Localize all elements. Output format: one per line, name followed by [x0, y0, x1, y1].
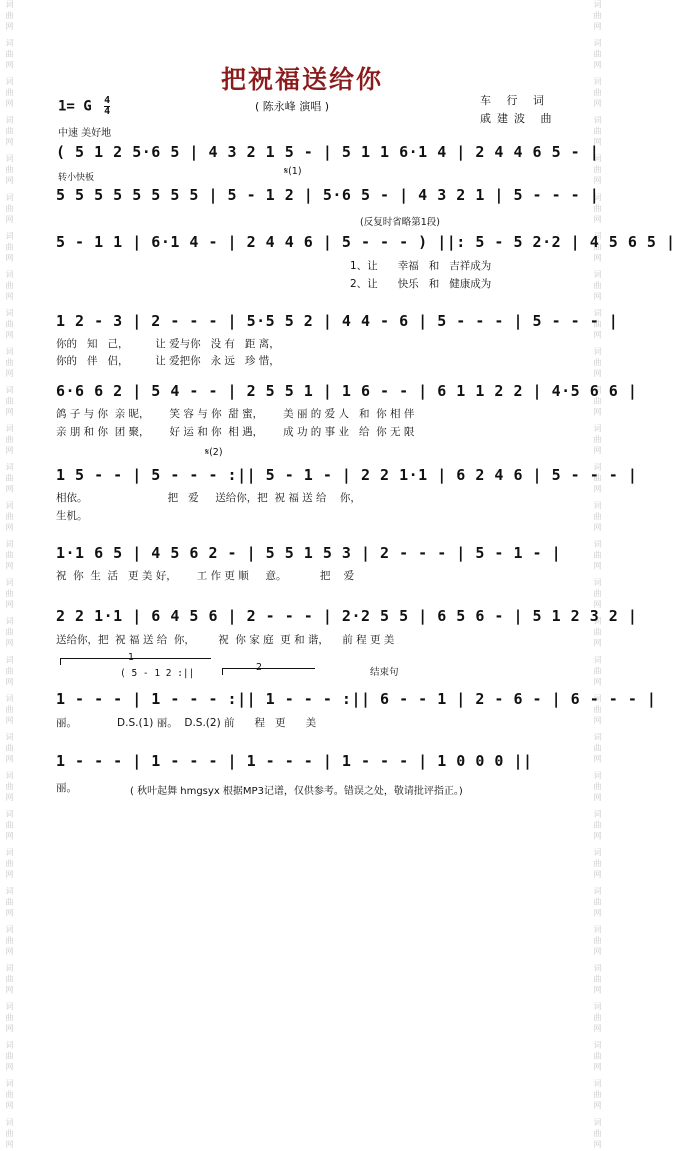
- music-row-2: 5 5 5 5 5 5 5 5 | 5 - 1 2 | 5·6 5 - | 4 3 2 1 | 5 - - - |: [56, 186, 600, 204]
- tempo-change-tag: 转小快板: [58, 173, 95, 183]
- ending-label: 结束句: [370, 667, 399, 678]
- lyric-row-5a: 鸽 子 与 你 亲 昵， 笑 容 与 你 甜 蜜， 美 丽 的 爱 人 和 你 相 伴: [56, 408, 415, 420]
- music-row-5: 6·6 6 2 | 5 4 - - | 2 5 5 1 | 1 6 - - | 6 1 1 2 2 | 4·5 6 6 |: [56, 382, 638, 400]
- music-row-7: 1·1 6 5 | 4 5 6 2 - | 5 5 1 5 3 | 2 - - - | 5 - 1 - |: [56, 544, 562, 562]
- watermark-right: 词曲网 词曲网 词曲网 词曲网 词曲网 词曲网 词曲网 词曲网 词曲网 词曲网 词曲网 词曲网 词曲网 词曲网 词曲网 词曲网 词曲网 词曲网 词曲网 词曲网 词曲网 词曲网 词曲网 词曲网 词曲网 词曲网 词曲网 词曲网 词曲网 词曲网: [593, 0, 602, 1151]
- volta-1-label: 1: [128, 652, 135, 663]
- time-numerator: 4: [104, 95, 111, 106]
- lyric-row-9: 丽。 D.S.(1) 丽。 D.S.(2) 前 程 更 美: [56, 717, 317, 729]
- segno-2: 𝄋(2): [205, 447, 223, 458]
- lyricist-credit: 车 行 词: [480, 94, 550, 107]
- music-row-10: 1 - - - | 1 - - - | 1 - - - | 1 - - - | 1 0 0 0 ||: [56, 752, 533, 770]
- lyric-row-4b: 你的 伴 侣， 让 爱把你 永 远 珍 惜，: [56, 355, 280, 367]
- key-signature: [58, 96, 110, 117]
- composer-credit: 戚建波 曲: [480, 112, 558, 125]
- repeat-note: (反复时省略第1段): [360, 217, 440, 228]
- volta-2-label: 2: [256, 662, 263, 673]
- lyric-row-3b: 2、让 快乐 和 健康成为: [350, 278, 492, 290]
- lyric-row-7: 祝 你 生 活 更 美 好， 工 作 更 顺 意。 把 爱: [56, 570, 355, 582]
- lyric-row-6b: 生机。: [56, 510, 88, 522]
- music-row-1: ( 5 1 2 5·6 5 | 4 3 2 1 5 - | 5 1 1 6·1 4 | 2 4 4 6 5 - |: [56, 143, 600, 161]
- volta-bracket-2: [222, 668, 315, 675]
- footer-note: ( 秋叶起舞 hmgsyx 根据MP3记谱，仅供参考。错误之处，敬请批评指正。): [130, 786, 463, 797]
- watermark-left: 词曲网 词曲网 词曲网 词曲网 词曲网 词曲网 词曲网 词曲网 词曲网 词曲网 词曲网 词曲网 词曲网 词曲网 词曲网 词曲网 词曲网 词曲网 词曲网 词曲网 词曲网 词曲网 词曲网 词曲网 词曲网 词曲网 词曲网 词曲网 词曲网 词曲网: [5, 0, 14, 1151]
- singer-credit: ( 陈永峰 演唱 ): [255, 100, 330, 113]
- lyric-row-8: 送给你，把 祝 福 送 给 你， 祝 你 家 庭 更 和 谐， 前 程 更 美: [56, 634, 395, 646]
- intro-small-phrase: ( 5 - 1 2 :||: [120, 668, 195, 679]
- volta-bracket-1: [60, 658, 211, 665]
- lyric-row-6a: 相依。 把 爱 送给你，把 祝 福 送 给 你，: [56, 492, 361, 504]
- music-row-6: 1 5 - - | 5 - - - :|| 5 - 1 - | 2 2 1·1 | 6 2 4 6 | 5 - - - |: [56, 466, 638, 484]
- music-row-4: 1 2 - 3 | 2 - - - | 5·5 5 2 | 4 4 - 6 | 5 - - - | 5 - - - |: [56, 312, 619, 330]
- song-title: 把祝福送给你: [220, 65, 383, 94]
- time-denominator: 4: [104, 106, 111, 117]
- music-row-8: 2 2 1·1 | 6 4 5 6 | 2 - - - | 2·2 5 5 | 6 5 6 - | 5 1 2 3 2 |: [56, 607, 638, 625]
- segno-1: 𝄋(1): [284, 166, 302, 177]
- music-row-3: 5 - 1 1 | 6·1 4 - | 2 4 4 6 | 5 - - - ) ||: 5 - 5 2·2 | 4 5 6 5 |: [56, 233, 676, 251]
- lyric-row-5b: 亲 朋 和 你 团 聚， 好 运 和 你 相 遇， 成 功 的 事 业 给 你 无 限: [56, 426, 415, 438]
- music-row-9: 1 - - - | 1 - - - :|| 1 - - - :|| 6 - - 1 | 2 - 6 - | 6 - - - |: [56, 690, 657, 708]
- time-signature: [104, 96, 110, 117]
- lyric-row-4a: 你的 知 己， 让 爱与你 没 有 距 离，: [56, 338, 280, 350]
- lyric-row-10: 丽。: [56, 782, 77, 794]
- key-label: 1= G: [58, 98, 92, 115]
- lyric-row-3a: 1、让 幸福 和 吉祥成为: [350, 260, 492, 272]
- tempo-marking: 中速 美好地: [58, 128, 112, 139]
